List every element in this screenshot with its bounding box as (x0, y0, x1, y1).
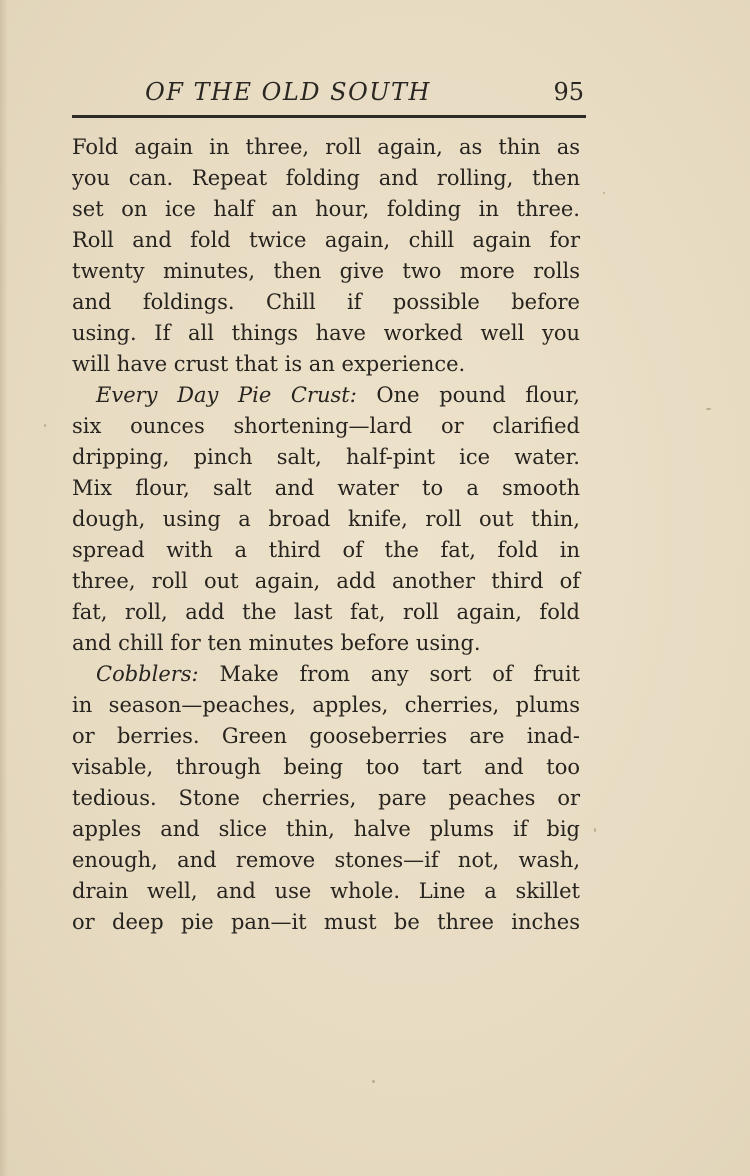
text-line: will have crust that is an experience. (72, 352, 466, 376)
text-fragment: One pound flour, (376, 383, 580, 407)
text-line: twenty minutes, then give two more rolls (72, 259, 580, 283)
text-line: and foldings. Chill if possible before (72, 290, 580, 314)
paper-speck (594, 828, 596, 832)
body-text (72, 132, 580, 938)
text-line: or deep pie pan—it must be three inches (72, 910, 580, 934)
text-line: dough, using a broad knife, roll out thin, (72, 507, 580, 531)
text-line: three, roll out again, add another third of (72, 569, 580, 593)
text-line: Fold again in three, roll again, as thin as (72, 135, 580, 159)
running-head (72, 72, 586, 112)
paper-speck (44, 424, 46, 427)
text-line: visable, through being too tart and too (72, 755, 580, 779)
run-in-heading: Every Day Pie Crust: (96, 383, 357, 407)
text-line: spread with a third of the fat, fold in (72, 538, 580, 562)
run-in-heading: Cobblers: (96, 662, 199, 686)
text-line: enough, and remove stones—if not, wash, (72, 848, 580, 872)
paper-speck (603, 192, 605, 194)
text-line: Roll and fold twice again, chill again for (72, 228, 580, 252)
text-line: drain well, and use whole. Line a skillet (72, 879, 580, 903)
paper-speck (372, 1080, 375, 1083)
text-line: set on ice half an hour, folding in three. (72, 197, 580, 221)
text-line: dripping, pinch salt, half-pint ice water. (72, 445, 580, 469)
text-line: apples and slice thin, halve plums if big (72, 817, 580, 841)
page-number: 95 (553, 78, 584, 106)
text-line: and chill for ten minutes before using. (72, 631, 481, 655)
text-line: or berries. Green gooseberries are inad- (72, 724, 580, 748)
text-line: you can. Repeat folding and rolling, then (72, 166, 580, 190)
paper-speck (706, 408, 711, 410)
paragraph-first-line (72, 380, 580, 411)
header-rule (72, 115, 586, 118)
text-fragment: Make from any sort of fruit (219, 662, 580, 686)
gutter-shadow (0, 0, 8, 1176)
running-title: OF THE OLD SOUTH (145, 78, 431, 106)
text-line: tedious. Stone cherries, pare peaches or (72, 786, 580, 810)
text-line: six ounces shortening—lard or clarified (72, 414, 580, 438)
paragraph-first-line (72, 659, 580, 690)
text-line: Mix flour, salt and water to a smooth (72, 476, 580, 500)
text-line: fat, roll, add the last fat, roll again, fold (72, 600, 580, 624)
text-line: in season—peaches, apples, cherries, plums (72, 693, 580, 717)
text-line: using. If all things have worked well you (72, 321, 580, 345)
